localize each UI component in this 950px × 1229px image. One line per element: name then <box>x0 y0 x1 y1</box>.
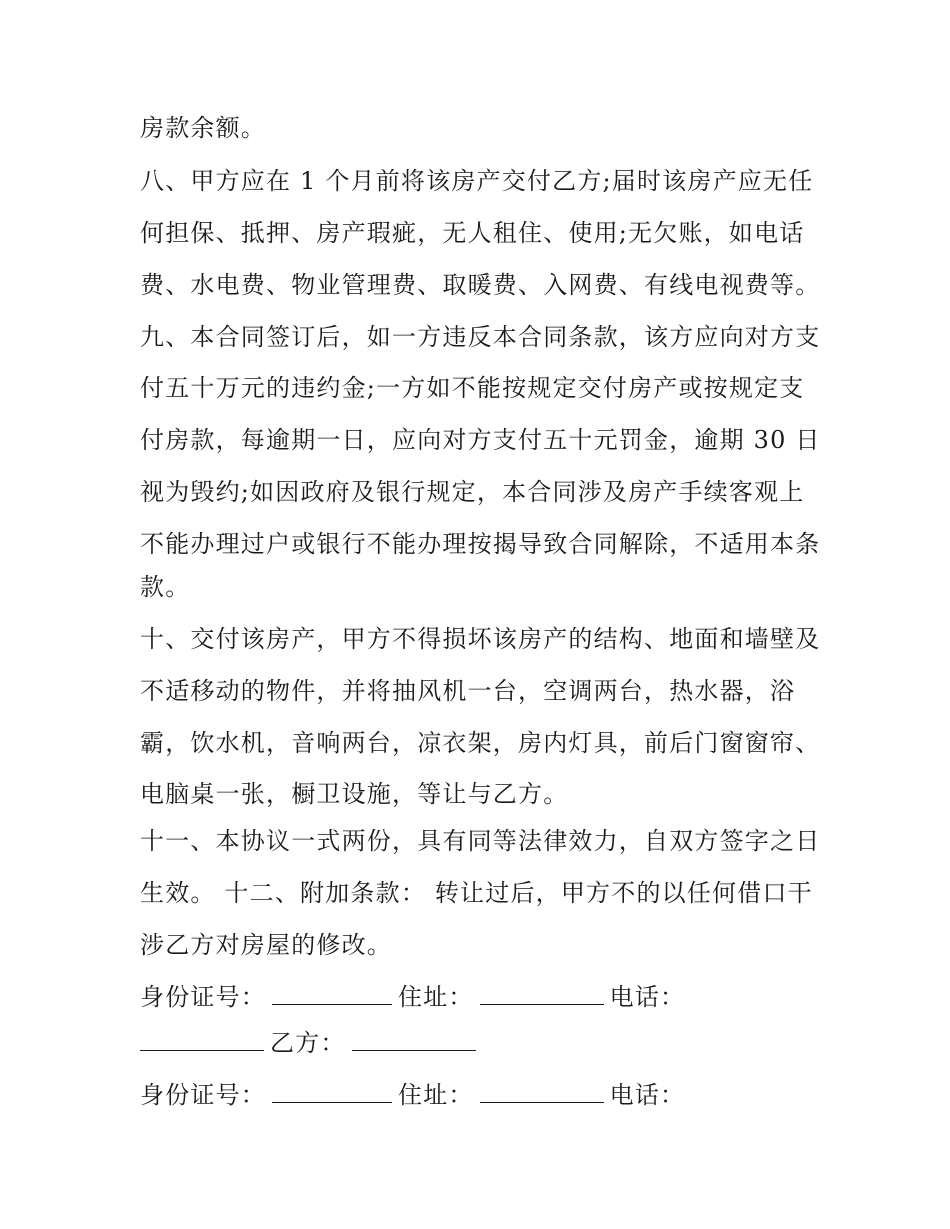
text-line: 生效。 十二、附加条款： 转让过后，甲方不的以任何借口干 <box>140 879 813 907</box>
phone-label: 电话： <box>609 983 686 1011</box>
party-b-blank[interactable] <box>352 1028 476 1051</box>
text-line: 款。 <box>140 573 191 601</box>
address-label: 住址： <box>398 1081 474 1109</box>
signature-line-1 <box>140 982 830 1012</box>
text-line: 十、交付该房产，甲方不得损坏该房产的结构、地面和墙壁及 <box>140 625 821 653</box>
phone-label: 电话： <box>609 1081 686 1109</box>
text-line: 电脑桌一张，橱卫设施，等让与乙方。 <box>140 780 569 808</box>
text-line: 霸，饮水机，音响两台，凉衣架，房内灯具，前后门窗窗帘、 <box>140 729 821 757</box>
text-line: 不能办理过户或银行不能办理按揭导致合同解除，不适用本条 <box>140 530 821 558</box>
address-label: 住址： <box>398 983 474 1011</box>
text-line: 八、甲方应在 1 个月前将该房产交付乙方;届时该房产应无任 <box>140 167 814 195</box>
text-line: 十一、本协议一式两份，具有同等法律效力，自双方签字之日 <box>140 827 821 855</box>
phone-blank[interactable] <box>140 1028 264 1051</box>
party-b-label: 乙方： <box>270 1029 346 1057</box>
address-blank[interactable] <box>480 982 604 1005</box>
address-blank[interactable] <box>480 1080 604 1103</box>
id-number-blank[interactable] <box>272 982 392 1005</box>
text-line: 视为毁约;如因政府及银行规定，本合同涉及房产手续客观上 <box>140 478 805 506</box>
id-number-label: 身份证号： <box>140 983 266 1011</box>
text-line: 付房款，每逾期一日，应向对方支付五十元罚金，逾期 30 日 <box>140 426 821 454</box>
text-line: 何担保、抵押、房产瑕疵，无人租住、使用;无欠账，如电话 <box>140 219 805 247</box>
text-line: 九、本合同签订后，如一方违反本合同条款，该方应向对方支 <box>140 323 821 351</box>
signature-line-2 <box>140 1028 830 1058</box>
text-line: 费、水电费、物业管理费、取暖费、入网费、有线电视费等。 <box>140 271 821 299</box>
id-number-blank[interactable] <box>272 1080 392 1103</box>
text-line: 不适移动的物件，并将抽风机一台，空调两台，热水器，浴 <box>140 677 796 705</box>
signature-line-3 <box>140 1080 830 1110</box>
text-line: 涉乙方对房屋的修改。 <box>140 931 392 959</box>
id-number-label: 身份证号： <box>140 1081 266 1109</box>
text-line: 房款余额。 <box>140 114 266 142</box>
text-line: 付五十万元的违约金;一方如不能按规定交付房产或按规定支 <box>140 374 805 402</box>
